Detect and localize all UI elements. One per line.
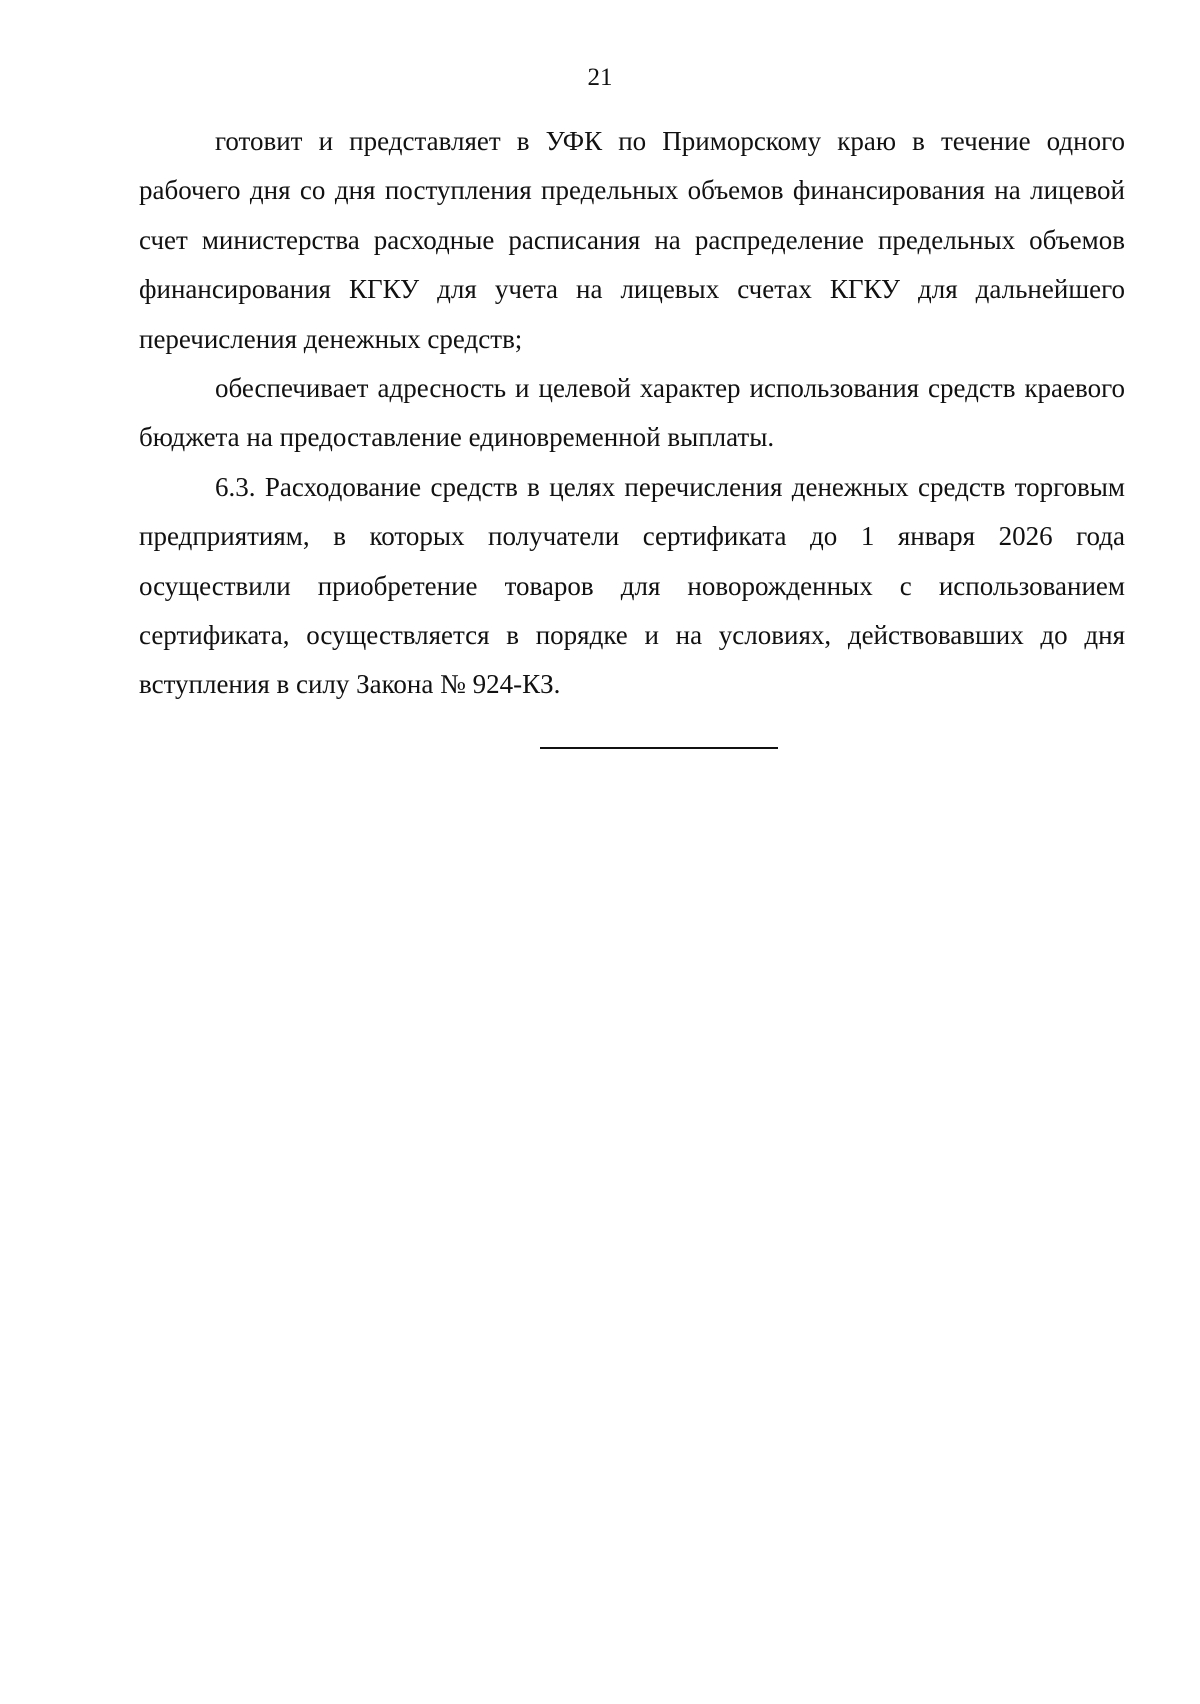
end-of-text-rule <box>540 747 778 749</box>
paragraph-section-6-3: 6.3. Расходование средств в целях перечисления денежных средств торговым предприятиям, в которых получатели сертификата до 1 января 2026 года осуществили приобретение товаров для новорожденных с использованием сертификата, осуществляется в порядке и на условиях, действовавших до дня вступления в силу Закона № 924-КЗ. <box>139 471 1125 700</box>
paragraph-prepares-expense-schedules: готовит и представляет в УФК по Приморскому краю в течение одного рабочего дня со дня поступления предельных объемов финансирования на лицевой счет министерства расходные расписания на распределение предельных объемов финансирования КГКУ для учета на лицевых счетах КГКУ для дальнейшего перечисления денежных средств; <box>139 126 1125 354</box>
paragraph-ensures-targeted-use: обеспечивает адресность и целевой характер использования средств краевого бюджета на предоставление единовременной выплаты. <box>139 373 1125 453</box>
document-body <box>139 117 1125 710</box>
page-number: 21 <box>587 64 613 91</box>
